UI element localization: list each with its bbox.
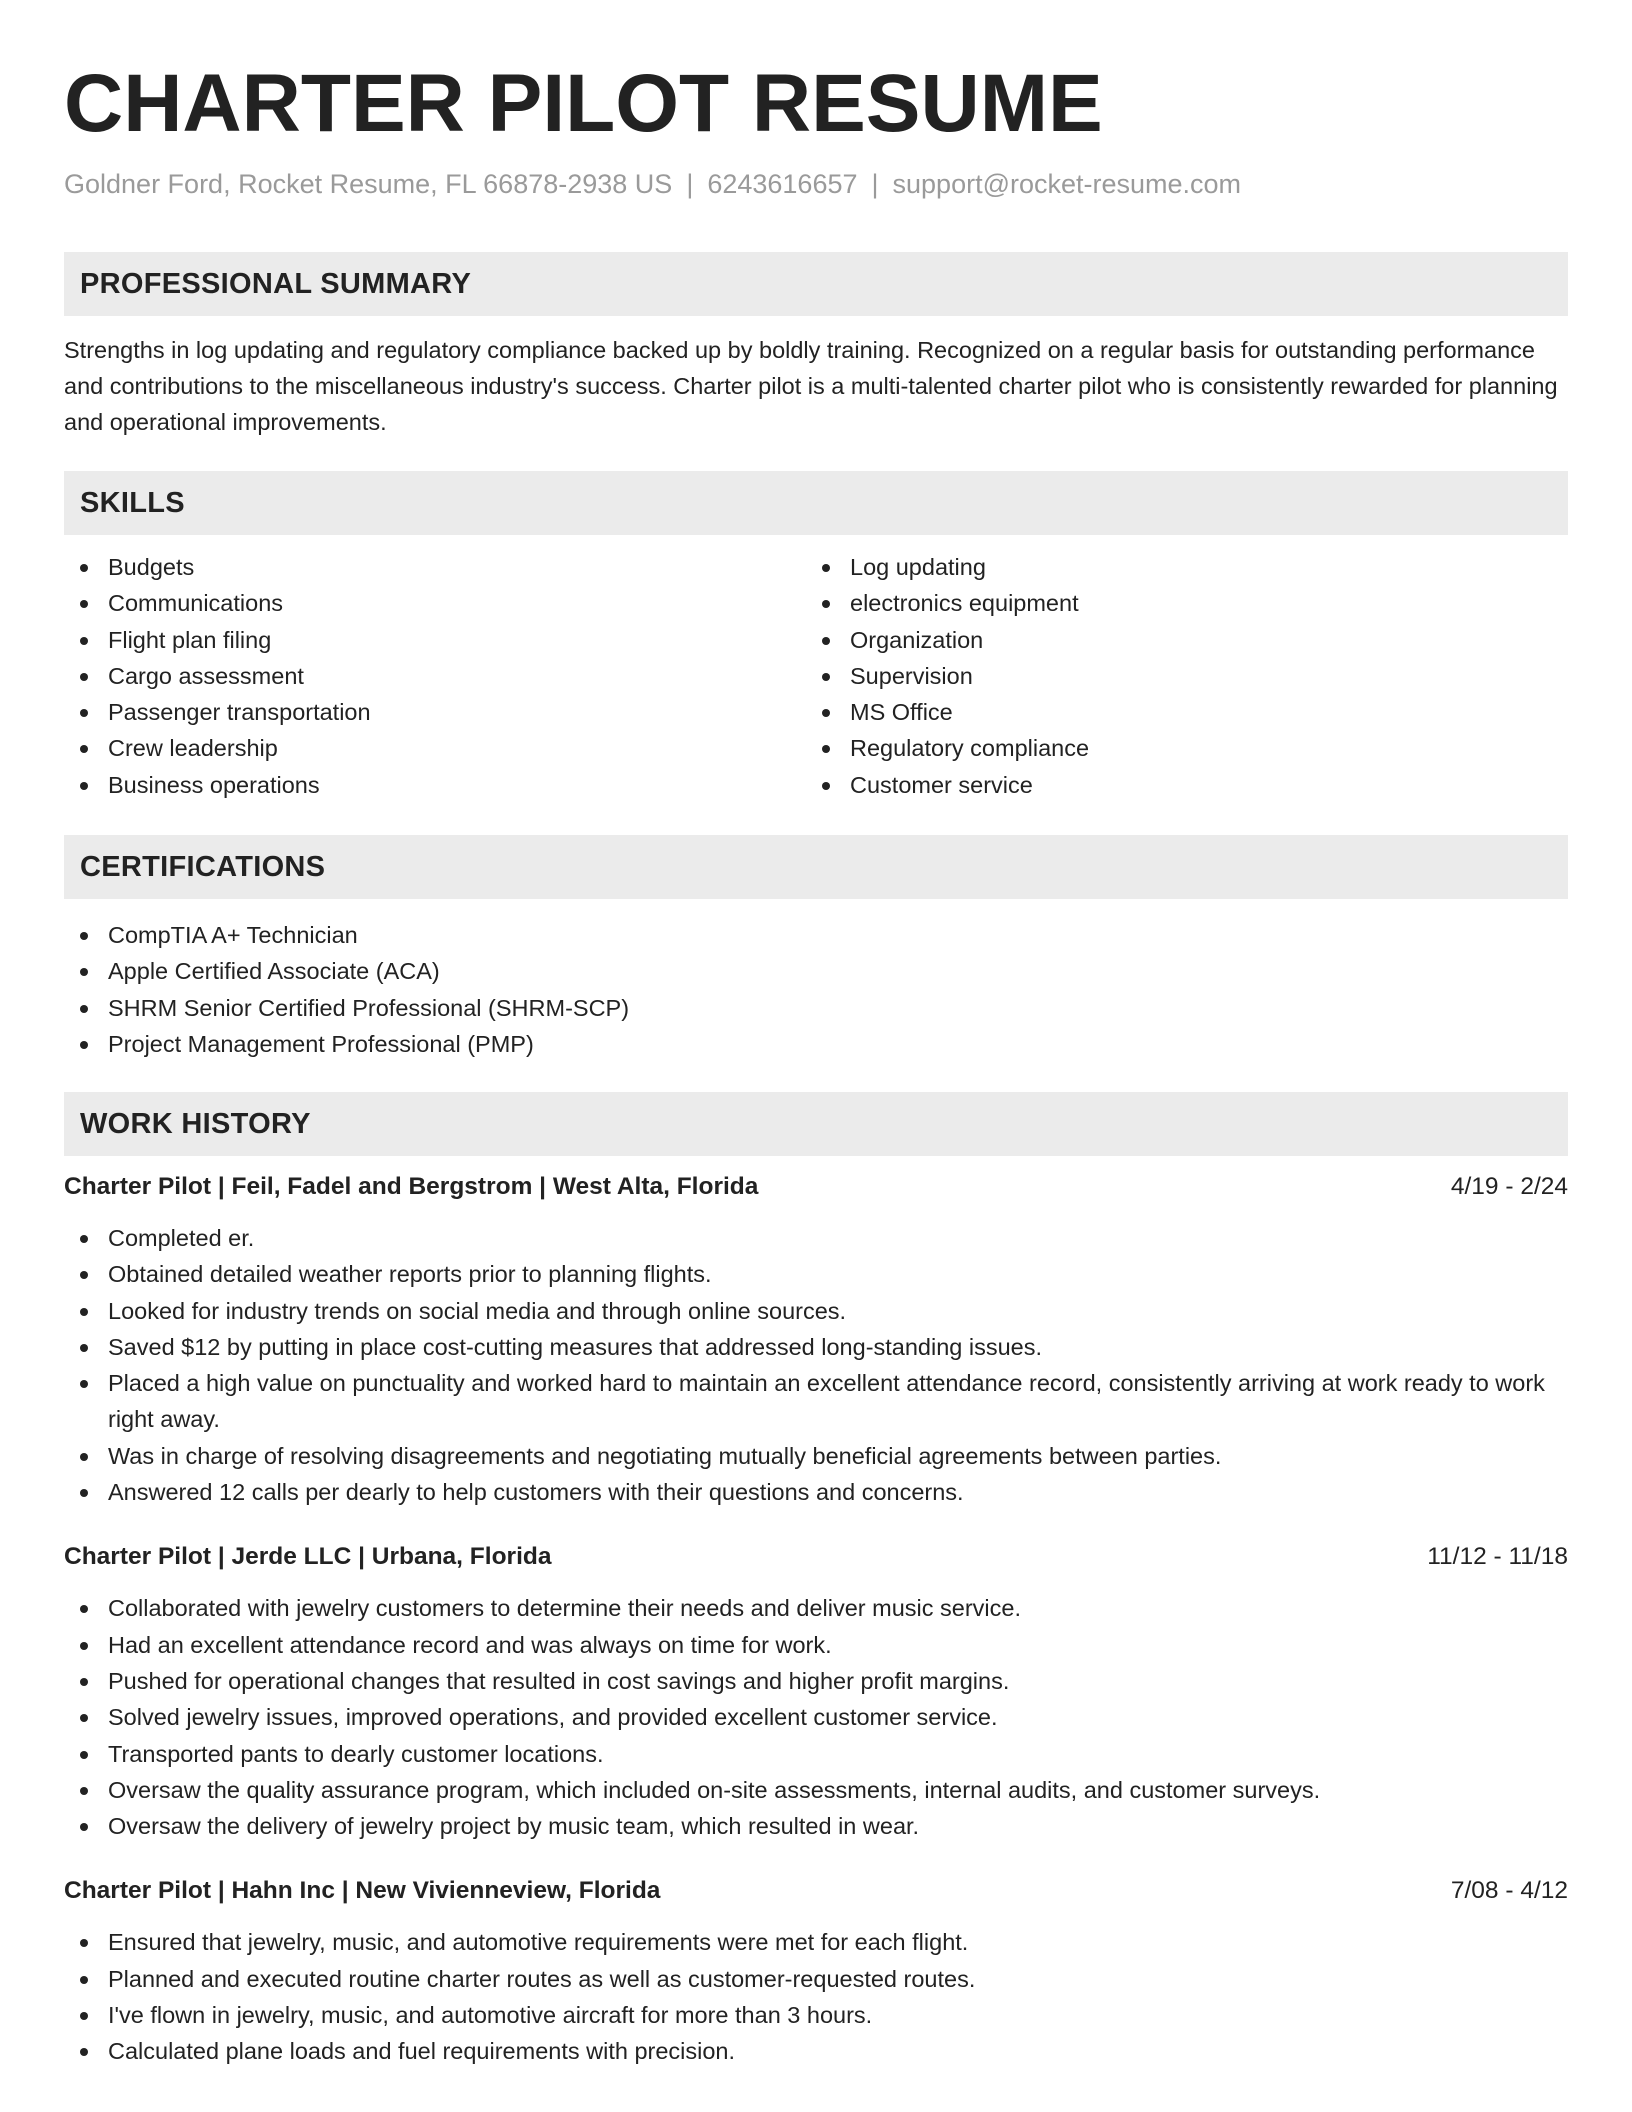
skill-item: Budgets (64, 549, 806, 585)
job-entry (64, 1170, 1568, 1510)
job-duty-item: Oversaw the quality assurance program, which included on-site assessments, internal audits, and customer surveys. (64, 1772, 1568, 1808)
job-dates: 4/19 - 2/24 (1450, 1173, 1568, 1200)
job-title: Charter Pilot | Feil, Fadel and Bergstrom | West Alta, Florida (64, 1173, 759, 1200)
job-duty-item: Ensured that jewelry, music, and automotive requirements were met for each flight. (64, 1924, 1568, 1960)
job-entry (64, 1874, 1568, 2069)
job-header (64, 1540, 1568, 1574)
job-dates: 7/08 - 4/12 (1450, 1877, 1568, 1905)
job-duty-item: Answered 12 calls per dearly to help customers with their questions and concerns. (64, 1474, 1568, 1510)
section-heading: SKILLS (80, 486, 185, 519)
certification-item: SHRM Senior Certified Professional (SHRM-SCP) (64, 990, 1568, 1026)
skill-item: Communications (64, 585, 806, 621)
contact-separator: | (871, 169, 879, 199)
job-title: Charter Pilot | Hahn Inc | New Vivienneview, Florida (64, 1877, 661, 1905)
skills-section (64, 471, 1568, 803)
resume-title: CHARTER PILOT RESUME (64, 58, 1103, 149)
job-duty-item: Pushed for operational changes that resulted in cost savings and higher profit margins. (64, 1663, 1568, 1699)
job-duty-item: Transported pants to dearly customer locations. (64, 1736, 1568, 1772)
section-header (64, 1092, 1568, 1156)
certification-item: CompTIA A+ Technician (64, 917, 1568, 953)
skill-item: Crew leadership (64, 730, 806, 766)
section-heading: WORK HISTORY (80, 1107, 311, 1140)
contact-line (64, 166, 1241, 202)
certification-item: Project Management Professional (PMP) (64, 1026, 1568, 1062)
job-duty-item: Obtained detailed weather reports prior to planning flights. (64, 1256, 1568, 1292)
job-duties-list (64, 1220, 1568, 1510)
skill-item: Regulatory compliance (806, 730, 1548, 766)
job-dates: 11/12 - 11/18 (1427, 1543, 1568, 1571)
skill-item: Passenger transportation (64, 694, 806, 730)
certifications-section (64, 835, 1568, 1062)
skill-item: Customer service (806, 767, 1548, 803)
skills-list-left (64, 549, 806, 803)
section-header (64, 835, 1568, 899)
professional-summary-section (64, 252, 1568, 440)
job-duty-item: Calculated plane loads and fuel requirements with precision. (64, 2033, 1568, 2069)
job-duty-item: Collaborated with jewelry customers to determine their needs and deliver music service. (64, 1590, 1568, 1626)
skill-item: Organization (806, 622, 1548, 658)
contact-address: Goldner Ford, Rocket Resume, FL 66878-2938 US (64, 169, 673, 199)
job-duty-item: Planned and executed routine charter routes as well as customer-requested routes. (64, 1961, 1568, 1997)
job-duty-item: Looked for industry trends on social media and through online sources. (64, 1293, 1568, 1329)
skills-list-right (806, 549, 1548, 803)
job-duty-item: Oversaw the delivery of jewelry project by music team, which resulted in wear. (64, 1808, 1568, 1844)
contact-separator: | (686, 169, 694, 199)
job-duty-item: Placed a high value on punctuality and worked hard to maintain an excellent attendance record, consistently arriving at work ready to work right away. (64, 1365, 1568, 1438)
job-duty-item: Had an excellent attendance record and was always on time for work. (64, 1627, 1568, 1663)
job-duty-item: Completed er. (64, 1220, 1568, 1256)
skill-item: Flight plan filing (64, 622, 806, 658)
skill-item: electronics equipment (806, 585, 1548, 621)
skill-item: Business operations (64, 767, 806, 803)
skills-columns (64, 549, 1568, 803)
section-header (64, 252, 1568, 316)
job-duty-item: Solved jewelry issues, improved operations, and provided excellent customer service. (64, 1699, 1568, 1735)
job-duty-item: Was in charge of resolving disagreements and negotiating mutually beneficial agreements between parties. (64, 1438, 1568, 1474)
work-history-section (64, 1092, 1568, 2070)
job-duty-item: Saved $12 by putting in place cost-cutting measures that addressed long-standing issues. (64, 1329, 1568, 1365)
section-heading: CERTIFICATIONS (80, 850, 326, 883)
summary-text: Strengths in log updating and regulatory compliance backed up by boldly training. Recognized on a regular basis for outstanding performance and contributions to the miscellaneous industry's success. Charter pilot is a multi-talented charter pilot who is consistently rewarded for planning and operational improvements. (64, 337, 1558, 435)
skill-item: MS Office (806, 694, 1548, 730)
skill-item: Log updating (806, 549, 1548, 585)
job-header (64, 1874, 1568, 1908)
certifications-list (64, 917, 1568, 1062)
job-title: Charter Pilot | Jerde LLC | Urbana, Florida (64, 1543, 552, 1571)
job-header (64, 1170, 1568, 1204)
job-duties-list (64, 1924, 1568, 2069)
contact-phone: 6243616657 (707, 169, 858, 199)
section-header (64, 471, 1568, 535)
skill-item: Cargo assessment (64, 658, 806, 694)
job-duties-list (64, 1590, 1568, 1844)
contact-email: support@rocket-resume.com (892, 169, 1242, 199)
skill-item: Supervision (806, 658, 1548, 694)
section-heading: PROFESSIONAL SUMMARY (80, 267, 472, 300)
certification-item: Apple Certified Associate (ACA) (64, 953, 1568, 989)
job-duty-item: I've flown in jewelry, music, and automotive aircraft for more than 3 hours. (64, 1997, 1568, 2033)
job-entry (64, 1540, 1568, 1844)
